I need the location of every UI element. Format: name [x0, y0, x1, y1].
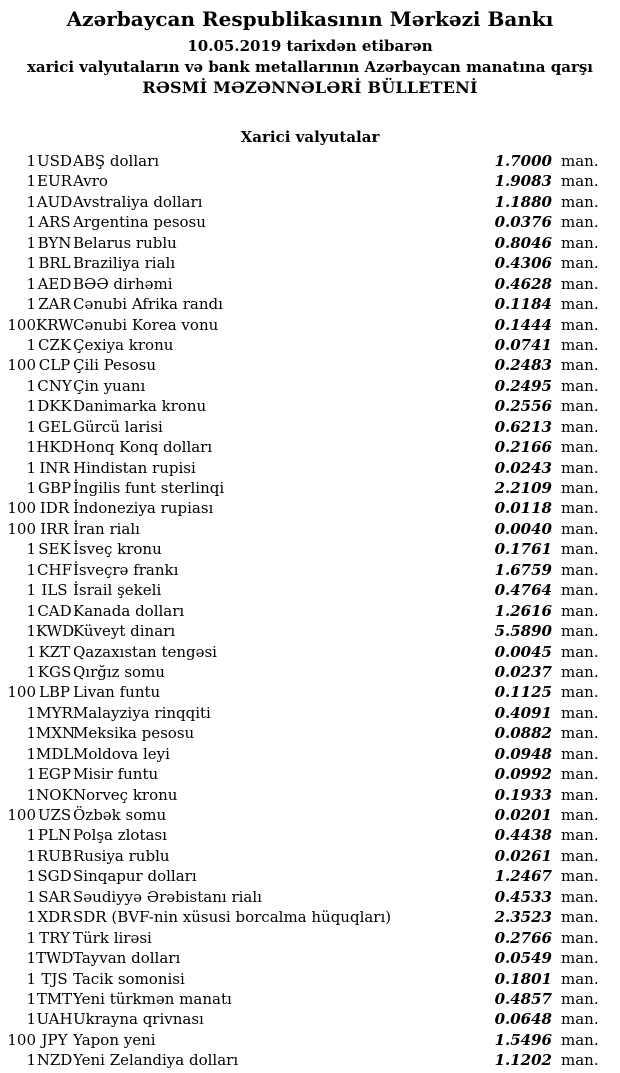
currency-rate: 1.7000 — [494, 152, 552, 170]
currency-rate: 0.1933 — [494, 785, 552, 804]
table-row — [0, 928, 601, 948]
effective-date-line: 10.05.2019 tarixdən etibarən — [187, 37, 433, 55]
currency-unit-label: man. — [561, 928, 599, 947]
currency-rate: 0.1184 — [494, 295, 552, 314]
currency-name: Səudiyyə Ərəbistanı rialı — [73, 887, 262, 906]
currency-rate: 1.9083 — [494, 172, 552, 191]
table-row — [0, 907, 601, 927]
currency-code: GEL — [38, 417, 71, 436]
currency-name: Cənubi Korea vonu — [73, 315, 219, 334]
currency-quantity: 1 — [26, 479, 36, 497]
currency-code: MDL — [36, 744, 74, 763]
currency-rate: 0.4306 — [494, 254, 552, 273]
currency-unit-label: man. — [561, 867, 599, 886]
currency-unit-label: man. — [561, 703, 599, 722]
currency-name: Tayvan dolları — [73, 949, 181, 968]
currency-unit-label: man. — [561, 1030, 599, 1049]
currency-unit-label: man. — [561, 499, 599, 518]
currency-code: BYN — [37, 233, 72, 252]
currency-name: Norveç kronu — [73, 785, 178, 804]
currency-code: SEK — [38, 540, 71, 559]
currency-quantity: 1 — [26, 417, 36, 436]
section-title-foreign-currencies: Xarici valyutalar — [240, 128, 380, 146]
currency-name: İsveç kronu — [73, 540, 162, 559]
currency-quantity: 1 — [26, 274, 36, 293]
currency-unit-label: man. — [561, 233, 599, 252]
currency-quantity: 1 — [26, 397, 36, 416]
currency-rate: 0.1801 — [494, 969, 552, 988]
currency-rate: 1.1880 — [494, 192, 552, 211]
currency-quantity: 1 — [26, 744, 36, 763]
currency-code: ZAR — [38, 295, 71, 314]
currency-code: ARS — [38, 213, 71, 232]
table-row — [0, 682, 601, 702]
currency-code: CLP — [38, 356, 71, 375]
currency-code: BRL — [38, 254, 71, 273]
currency-code: IDR — [39, 499, 70, 518]
currency-name: Hindistan rupisi — [73, 458, 196, 477]
currency-name: Kanada dolları — [73, 601, 185, 620]
currency-code: USD — [37, 152, 72, 170]
currency-rate: 2.3523 — [494, 908, 552, 927]
currency-code: MXN — [36, 724, 76, 743]
currency-rate: 0.1761 — [494, 540, 552, 559]
table-row — [0, 274, 601, 294]
currency-unit-label: man. — [561, 479, 599, 497]
currency-name: İngilis funt sterlinqi — [73, 479, 225, 497]
currency-rate: 0.6213 — [494, 417, 552, 436]
currency-name: Braziliya rialı — [73, 254, 176, 273]
currency-rate: 0.0243 — [494, 458, 552, 477]
currency-name: Çili Pesosu — [73, 356, 157, 375]
currency-name: Yeni türkmən manatı — [73, 989, 232, 1008]
table-row — [0, 1030, 601, 1050]
currency-name: Gürcü larisi — [73, 417, 163, 436]
currency-rate: 0.2495 — [494, 376, 552, 395]
currency-code: UAH — [36, 1010, 73, 1029]
currency-name: İsveçrə frankı — [73, 560, 179, 579]
table-row — [0, 478, 601, 498]
currency-unit-label: man. — [561, 826, 599, 845]
table-row — [0, 233, 601, 253]
currency-code: PLN — [37, 826, 72, 845]
currency-name: Avstraliya dolları — [73, 192, 203, 211]
currency-unit-label: man. — [561, 887, 599, 906]
currency-quantity: 1 — [26, 438, 36, 457]
currency-name: Rusiya rublu — [73, 846, 170, 865]
table-row — [0, 294, 601, 314]
currency-name: Livan funtu — [73, 683, 161, 702]
currency-unit-label: man. — [561, 295, 599, 314]
currency-name: Özbək somu — [73, 806, 167, 824]
currency-rate: 0.0376 — [494, 213, 552, 232]
currency-code: INR — [39, 458, 70, 477]
currency-rate: 0.8046 — [494, 233, 552, 252]
currency-name: Çexiya kronu — [73, 335, 174, 354]
currency-unit-label: man. — [561, 744, 599, 763]
currency-rate-table — [0, 151, 620, 1071]
table-row — [0, 539, 601, 559]
currency-unit-label: man. — [561, 254, 599, 273]
currency-unit-label: man. — [561, 519, 599, 538]
currency-unit-label: man. — [561, 315, 599, 334]
table-row — [0, 662, 601, 682]
currency-unit-label: man. — [561, 458, 599, 477]
currency-rate: 0.4857 — [494, 989, 552, 1008]
table-row — [0, 396, 601, 416]
table-row — [0, 376, 601, 396]
currency-unit-label: man. — [561, 356, 599, 375]
table-row — [0, 212, 601, 232]
currency-rate: 5.5890 — [494, 622, 552, 641]
currency-name: İndoneziya rupiası — [73, 499, 214, 518]
currency-unit-label: man. — [561, 949, 599, 968]
table-row — [0, 764, 601, 784]
table-row — [0, 315, 601, 335]
currency-code: KRW — [36, 315, 74, 334]
currency-unit-label: man. — [561, 601, 599, 620]
currency-name: Misir funtu — [73, 765, 159, 784]
currency-code: RUB — [37, 846, 72, 865]
currency-unit-label: man. — [561, 662, 599, 681]
currency-name: Cənubi Afrika randı — [73, 295, 223, 314]
currency-rate: 0.2483 — [494, 356, 552, 375]
currency-code: JPY — [41, 1030, 68, 1049]
currency-code: LBP — [38, 683, 71, 702]
table-row — [0, 1009, 601, 1029]
currency-unit-label: man. — [561, 989, 599, 1008]
currency-quantity: 1 — [26, 908, 36, 927]
bank-name-title: Azərbaycan Respublikasının Mərkəzi Bankı — [66, 7, 554, 31]
currency-name: SDR (BVF-nin xüsusi borcalma hüquqları) — [73, 908, 392, 927]
currency-unit-label: man. — [561, 969, 599, 988]
currency-quantity: 100 — [7, 519, 36, 538]
table-row — [0, 519, 601, 539]
table-row — [0, 601, 601, 621]
currency-name: Danimarka kronu — [73, 397, 207, 416]
currency-name: Avro — [73, 172, 108, 191]
currency-rate: 0.0045 — [494, 642, 552, 661]
currency-unit-label: man. — [561, 683, 599, 702]
currency-code: CNY — [37, 376, 72, 395]
currency-rate: 0.0261 — [494, 846, 552, 865]
table-row — [0, 498, 601, 518]
currency-code: IRR — [40, 519, 69, 538]
currency-rate: 0.0648 — [494, 1010, 552, 1029]
currency-name: İran rialı — [73, 519, 140, 538]
currency-unit-label: man. — [561, 806, 599, 824]
currency-unit-label: man. — [561, 213, 599, 232]
table-row — [0, 458, 601, 478]
currency-rate: 0.2166 — [494, 438, 552, 457]
currency-quantity: 1 — [26, 867, 36, 886]
table-row — [0, 171, 601, 191]
currency-quantity: 1 — [26, 846, 36, 865]
table-row — [0, 580, 601, 600]
table-row — [0, 151, 601, 171]
table-row — [0, 1050, 601, 1070]
currency-unit-label: man. — [561, 765, 599, 784]
currency-rate: 0.0948 — [494, 744, 552, 763]
currency-unit-label: man. — [561, 397, 599, 416]
currency-name: BƏƏ dirhəmi — [73, 274, 173, 293]
currency-quantity: 1 — [26, 376, 36, 395]
table-row — [0, 355, 601, 375]
table-row — [0, 560, 601, 580]
currency-code: SAR — [38, 887, 71, 906]
table-row — [0, 621, 601, 641]
table-row — [0, 253, 601, 273]
currency-rate: 0.0882 — [494, 724, 552, 743]
currency-name: Honq Konq dolları — [73, 438, 213, 457]
currency-name: Çin yuanı — [73, 376, 146, 395]
currency-rate: 1.2467 — [494, 867, 552, 886]
currency-rate: 0.4438 — [494, 826, 552, 845]
table-row — [0, 887, 601, 907]
currency-rate: 0.0201 — [494, 806, 552, 824]
currency-quantity: 1 — [26, 724, 36, 743]
currency-rate: 1.2616 — [494, 601, 552, 620]
currency-code: KWD — [36, 622, 75, 641]
currency-code: SGD — [37, 867, 72, 886]
currency-quantity: 1 — [26, 703, 36, 722]
currency-quantity: 1 — [26, 969, 36, 988]
currency-name: ABŞ dolları — [73, 152, 160, 170]
currency-code: TRY — [39, 928, 70, 947]
currency-quantity: 1 — [26, 295, 36, 314]
currency-name: Moldova leyi — [73, 744, 170, 763]
currency-name: Meksika pesosu — [73, 724, 195, 743]
currency-unit-label: man. — [561, 642, 599, 661]
currency-name: Polşa zlotası — [73, 826, 167, 845]
currency-rate: 0.0237 — [494, 662, 552, 681]
currency-code: HKD — [36, 438, 73, 457]
currency-unit-label: man. — [561, 846, 599, 865]
currency-quantity: 1 — [26, 601, 36, 620]
currency-unit-label: man. — [561, 172, 599, 191]
currency-name: Sinqapur dolları — [73, 867, 197, 886]
currency-rate: 0.2766 — [494, 928, 552, 947]
currency-code: AUD — [36, 192, 73, 211]
currency-unit-label: man. — [561, 908, 599, 927]
currency-rate: 1.1202 — [494, 1051, 552, 1070]
table-row — [0, 805, 601, 825]
currency-unit-label: man. — [561, 540, 599, 559]
currency-unit-label: man. — [561, 438, 599, 457]
currency-quantity: 1 — [26, 560, 36, 579]
currency-code: TMT — [36, 989, 73, 1008]
currency-unit-label: man. — [561, 581, 599, 600]
currency-quantity: 1 — [26, 233, 36, 252]
currency-quantity: 100 — [7, 356, 36, 375]
currency-quantity: 1 — [26, 581, 36, 600]
currency-rate: 0.0549 — [494, 949, 552, 968]
currency-quantity: 1 — [26, 335, 36, 354]
currency-quantity: 100 — [7, 315, 36, 334]
document-header — [0, 0, 620, 97]
currency-name: Küveyt dinarı — [73, 622, 176, 641]
table-row — [0, 417, 601, 437]
currency-name: Malayziya rinqqiti — [73, 703, 211, 722]
currency-quantity: 1 — [26, 765, 36, 784]
currency-rate: 0.4628 — [494, 274, 552, 293]
table-row — [0, 703, 601, 723]
currency-code: AED — [37, 274, 72, 293]
currency-unit-label: man. — [561, 376, 599, 395]
currency-quantity: 1 — [26, 152, 36, 170]
currency-quantity: 100 — [7, 683, 36, 702]
currency-unit-label: man. — [561, 417, 599, 436]
table-row — [0, 785, 601, 805]
currency-rate: 0.4533 — [494, 887, 552, 906]
currency-quantity: 100 — [7, 806, 36, 824]
currency-unit-label: man. — [561, 1051, 599, 1070]
currency-quantity: 100 — [7, 1030, 36, 1049]
currency-quantity: 1 — [26, 928, 36, 947]
currency-name: İsrail şekeli — [73, 581, 162, 600]
currency-quantity: 1 — [26, 540, 36, 559]
currency-code: NOK — [36, 785, 73, 804]
currency-name: Ukrayna qrivnası — [73, 1010, 204, 1029]
currency-quantity: 1 — [26, 172, 36, 191]
currency-unit-label: man. — [561, 152, 599, 170]
currency-quantity: 1 — [26, 254, 36, 273]
currency-code: ILS — [41, 581, 68, 600]
currency-code: EUR — [37, 172, 72, 191]
currency-code: EGP — [37, 765, 72, 784]
currency-quantity: 1 — [26, 1051, 36, 1070]
table-row — [0, 723, 601, 743]
currency-code: KGS — [37, 662, 72, 681]
table-row — [0, 866, 601, 886]
currency-name: Argentina pesosu — [73, 213, 206, 232]
currency-code: TJS — [41, 969, 68, 988]
currency-code: MYR — [36, 703, 73, 722]
currency-quantity: 1 — [26, 949, 36, 968]
currency-quantity: 1 — [26, 622, 36, 641]
currency-quantity: 1 — [26, 213, 36, 232]
currency-rate: 0.1125 — [494, 683, 552, 702]
table-row — [0, 744, 601, 764]
table-row — [0, 192, 601, 212]
currency-code: NZD — [36, 1051, 73, 1070]
currency-rate: 1.6759 — [494, 560, 552, 579]
table-row — [0, 989, 601, 1009]
currency-name: Türk lirəsi — [73, 928, 152, 947]
currency-code: XDR — [37, 908, 72, 927]
currency-unit-label: man. — [561, 724, 599, 743]
currency-quantity: 1 — [26, 458, 36, 477]
currency-unit-label: man. — [561, 335, 599, 354]
currency-name: Qazaxıstan tengəsi — [73, 642, 217, 661]
currency-rate: 0.0118 — [494, 499, 552, 518]
currency-rate: 0.2556 — [494, 397, 552, 416]
currency-code: CAD — [37, 601, 72, 620]
currency-rate: 0.0992 — [494, 765, 552, 784]
currency-quantity: 1 — [26, 826, 36, 845]
bulletin-subtitle: xarici valyutaların və bank metallarının Azərbaycan manatına qarşı — [26, 58, 594, 76]
currency-unit-label: man. — [561, 622, 599, 641]
currency-rate: 2.2109 — [494, 479, 552, 497]
currency-unit-label: man. — [561, 785, 599, 804]
currency-rate: 0.0040 — [494, 519, 552, 538]
currency-name: Belarus rublu — [73, 233, 177, 252]
table-row — [0, 969, 601, 989]
currency-rate: 0.1444 — [494, 315, 552, 334]
currency-code: CHF — [37, 560, 72, 579]
currency-rate: 0.4091 — [494, 703, 552, 722]
currency-code: DKK — [37, 397, 72, 416]
table-row — [0, 825, 601, 845]
currency-quantity: 1 — [26, 1010, 36, 1029]
currency-name: Yeni Zelandiya dolları — [73, 1051, 239, 1070]
currency-unit-label: man. — [561, 1010, 599, 1029]
currency-name: Qırğız somu — [73, 662, 165, 681]
table-row — [0, 846, 601, 866]
currency-quantity: 1 — [26, 192, 36, 211]
currency-unit-label: man. — [561, 192, 599, 211]
table-row — [0, 335, 601, 355]
currency-code: UZS — [37, 806, 72, 824]
currency-code: GBP — [37, 479, 72, 497]
currency-rate: 0.0741 — [494, 335, 552, 354]
table-row — [0, 642, 601, 662]
currency-rate: 1.5496 — [494, 1030, 552, 1049]
currency-code: TWD — [36, 949, 74, 968]
currency-name: Yapon yeni — [73, 1030, 156, 1049]
currency-quantity: 100 — [7, 499, 36, 518]
currency-code: KZT — [38, 642, 71, 661]
currency-unit-label: man. — [561, 274, 599, 293]
currency-name: Tacik somonisi — [73, 969, 185, 988]
table-row — [0, 437, 601, 457]
currency-quantity: 1 — [26, 642, 36, 661]
currency-code: CZK — [37, 335, 72, 354]
bulletin-title: RƏSMİ MƏZƏNNƏLƏRİ BÜLLETENİ — [142, 78, 478, 97]
table-row — [0, 948, 601, 968]
currency-quantity: 1 — [26, 662, 36, 681]
currency-quantity: 1 — [26, 989, 36, 1008]
currency-unit-label: man. — [561, 560, 599, 579]
currency-rate: 0.4764 — [494, 581, 552, 600]
currency-quantity: 1 — [26, 785, 36, 804]
currency-quantity: 1 — [26, 887, 36, 906]
